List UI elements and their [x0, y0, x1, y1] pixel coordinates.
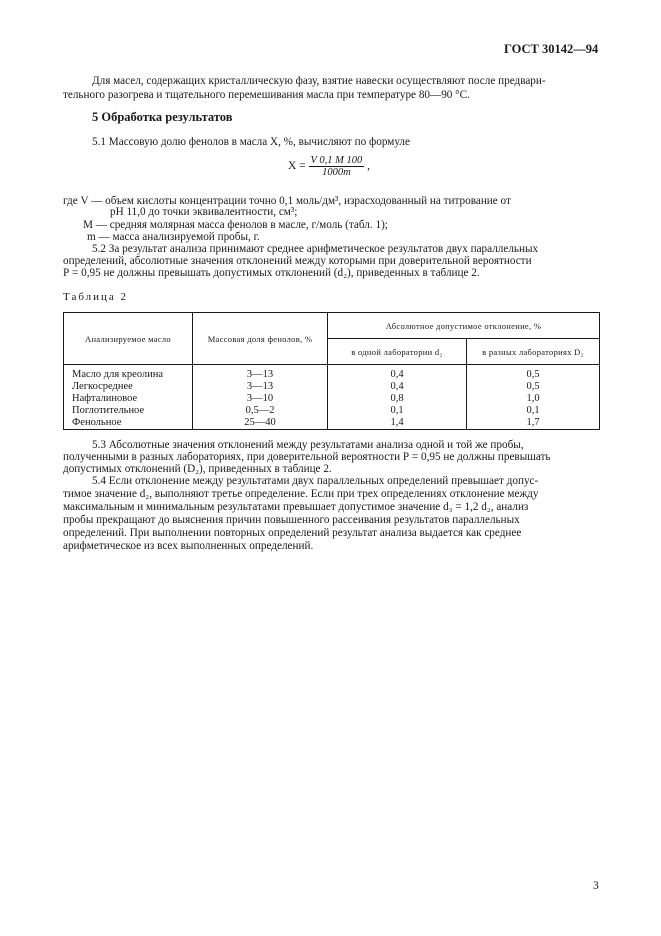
- table-row: [64, 417, 600, 430]
- paragraph-5-4-line-2: тимое значение d₂, выполняют третье определение. Если при трех определениях отклонение между: [63, 488, 539, 500]
- table-row: [64, 381, 600, 393]
- cell-oil: Поглотительное: [64, 405, 193, 417]
- formula-fraction: [309, 155, 365, 178]
- paragraph-5-4-line-4: пробы прекращают до выяснения причин повышенного рассеивания результатов параллельных: [63, 514, 520, 526]
- paragraph-5-4-line-1: 5.4 Если отклонение между результатами двух параллельных определений превышает допус-: [92, 475, 539, 487]
- where-line-3: М — средняя молярная масса фенолов в масле, г/моль (табл. 1);: [83, 219, 388, 231]
- formula: [288, 155, 370, 178]
- table-row: [64, 393, 600, 405]
- cell-mass: 3—13: [193, 369, 328, 381]
- formula-tail: ,: [367, 160, 371, 173]
- cell-oil: Легкосреднее: [64, 381, 193, 393]
- paragraph-5-1: 5.1 Массовую долю фенолов в масла Х, %, вычисляют по формуле: [92, 136, 410, 148]
- paragraph-5-4-line-5: определений. При выполнении повторных определений результат анализа выдается как среднее: [63, 527, 522, 539]
- paragraph-5-3-line-3: допустимых отклонений (D₂), приведенных в таблице 2.: [63, 463, 332, 475]
- paragraph-5-2-line-3: Р = 0,95 не должны превышать допустимых отклонений (d₂), приведенных в таблице 2.: [63, 267, 480, 279]
- cell-D2: 0,5: [467, 369, 600, 381]
- paragraph-5-3-line-2: полученными в разных лабораториях, при доверительной вероятности Р = 0,95 не должны превышать: [63, 451, 551, 463]
- document-header: ГОСТ 30142—94: [504, 42, 599, 56]
- cell-mass: 25—40: [193, 417, 328, 430]
- cell-mass: 3—10: [193, 393, 328, 405]
- table-row: [64, 369, 600, 381]
- header-oil: Анализируемое масло: [64, 313, 193, 365]
- intro-line-1: Для масел, содержащих кристаллическую фазу, взятие навески осуществляют после предвари-: [92, 75, 546, 87]
- header-different-labs: в разных лабораториях D₂: [467, 339, 600, 365]
- table-row: [64, 405, 600, 417]
- cell-oil: Масло для креолина: [64, 369, 193, 381]
- paragraph-5-4-line-3: максимальным и минимальным результатами превышает допустимое значение d₃ = 1,2 d₂, анализ: [63, 501, 529, 513]
- cell-D2: 0,5: [467, 381, 600, 393]
- cell-D2: 1,7: [467, 417, 600, 430]
- paragraph-5-2-line-2: определений, абсолютные значения отклонений между которыми при доверительной вероятности: [63, 255, 532, 267]
- formula-numerator: V 0,1 M 100: [310, 155, 363, 166]
- where-line-2: рН 11,0 до точки эквивалентности, см³;: [110, 206, 298, 218]
- intro-line-2: тельного разогрева и тщательного перемешивания масла при температуре 80—90 °С.: [63, 89, 470, 101]
- cell-d2: 0,4: [328, 369, 467, 381]
- formula-lhs: X =: [288, 160, 306, 173]
- cell-oil: Фенольное: [64, 417, 193, 430]
- paragraph-5-4-line-6: арифметическое из всех выполненных определений.: [63, 540, 314, 552]
- header-deviation: Абсолютное допустимое отклонение, %: [328, 313, 600, 339]
- page-number: 3: [593, 880, 599, 892]
- paragraph-5-3-line-1: 5.3 Абсолютные значения отклонений между результатами анализа одной и той же пробы,: [92, 439, 524, 451]
- cell-D2: 1,0: [467, 393, 600, 405]
- header-one-lab: в одной лаборатории d₂: [328, 339, 467, 365]
- cell-D2: 0,1: [467, 405, 600, 417]
- paragraph-5-2-line-1: 5.2 За результат анализа принимают среднее арифметическое результатов двух параллельных: [92, 243, 539, 255]
- cell-d2: 1,4: [328, 417, 467, 430]
- cell-oil: Нафталиновое: [64, 393, 193, 405]
- cell-d2: 0,4: [328, 381, 467, 393]
- header-mass-fraction: Массовая доля фенолов, %: [193, 313, 328, 365]
- table-2: [63, 312, 600, 430]
- table-caption: Таблица 2: [63, 291, 129, 303]
- cell-mass: 3—13: [193, 381, 328, 393]
- where-line-4: m — масса анализируемой пробы, г.: [87, 231, 260, 243]
- cell-mass: 0,5—2: [193, 405, 328, 417]
- formula-denominator: 1000m: [322, 167, 351, 178]
- where-line-1: где V — объем кислоты концентрации точно 0,1 моль/дм³, израсходованный на титрование от: [63, 195, 511, 207]
- section-5-title: 5 Обработка результатов: [92, 110, 233, 124]
- cell-d2: 0,8: [328, 393, 467, 405]
- cell-d2: 0,1: [328, 405, 467, 417]
